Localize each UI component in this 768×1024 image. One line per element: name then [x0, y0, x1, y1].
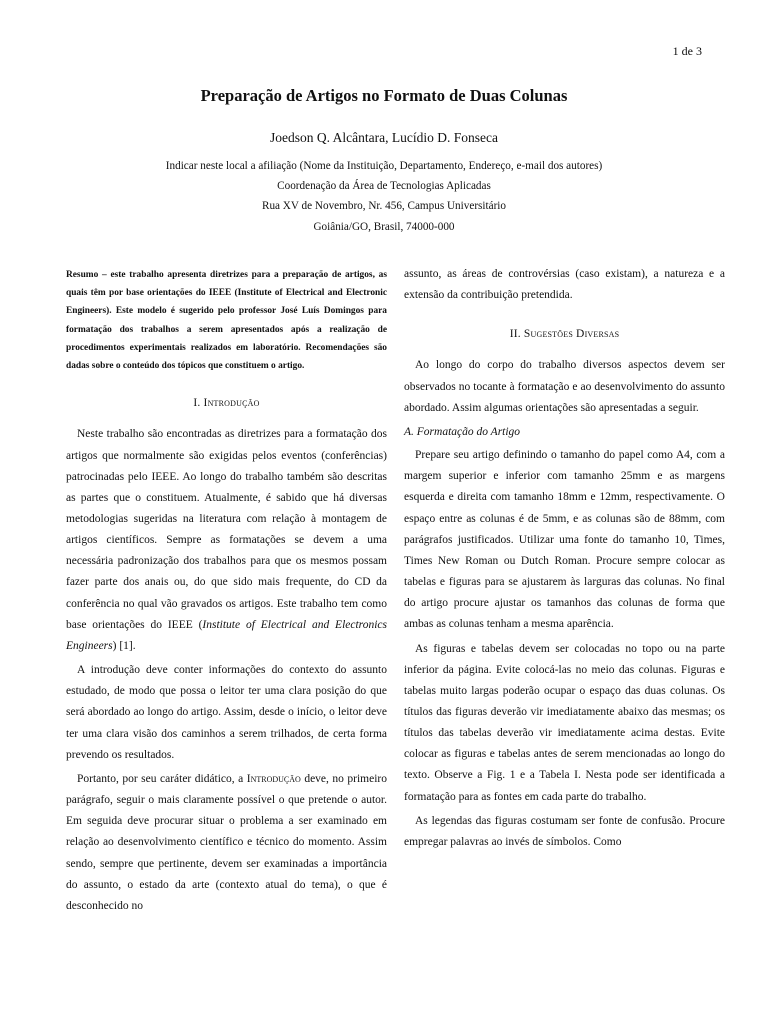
paragraph: Ao longo do corpo do trabalho diversos aspectos devem ser observados no tocante à formatação e ao desenvolvimento do assunto abordado. Assim algumas orientações são apresentadas a seguir. [404, 359, 725, 414]
paragraph [66, 769, 387, 917]
section-heading-introduction: I. Introdução [193, 397, 260, 410]
subsection-heading: A. Formatação do Artigo [404, 425, 521, 438]
abstract: Resumo – este trabalho apresenta diretrizes para a preparação de artigos, as quais têm por base orientações do IEEE (Institute of Electrical and Electronic Engineers). Este modelo é sugerido pelo professor José Luís Domingos para formatação dos trabalhos a serem apresentados após a realização de procedimentos experimentais realizados em laboratório. Recomendações são dadas sobre o conteúdo dos tópicos que constituem o artigo. [66, 270, 387, 372]
affiliation-line: Coordenação da Área de Tecnologias Aplicadas [277, 180, 491, 193]
authors: Joedson Q. Alcântara, Lucídio D. Fonseca [270, 130, 498, 145]
paragraph-text: deve, no primeiro parágrafo, seguir o mais claramente possível o que pretende o autor. Em seguida deve procurar situar o problema a ser examinado em relação ao desenvolvimento científico e técnico do momento. Assim sendo, sempre que pertinente, devem ser examinadas a importância do assunto, o estado da arte (contexto atual do tema), o que é desconhecido no [66, 772, 387, 912]
page-number: 1 de 3 [672, 44, 702, 58]
paragraph-text: ) [1]. [112, 639, 136, 652]
italic-text: Institute of Electrical and Electronics Engineers [66, 618, 387, 652]
affiliation-line: Indicar neste local a afiliação (Nome da Instituição, Departamento, Endereço, e-mail dos autores) [165, 160, 603, 172]
affiliation-line: Rua XV de Novembro, Nr. 456, Campus Universitário [261, 200, 507, 213]
paragraph: As figuras e tabelas devem ser colocadas no topo ou na parte inferior da página. Evite colocá-las no meio das colunas. Figuras e tabelas muito largas poderão ocupar o espaço das duas colunas. Os títulos das figuras deverão vir imediatamente abaixo das mesmas; os títulos das tabelas deverão vir imediatamente acima destas. Evite colocar as figuras e tabelas antes de serem mencionadas ao longo do texto. Observe a Fig. 1 e a Tabela I. Nesta pode ser identificada a formatação para as fontes em cada parte do trabalho. [404, 642, 725, 803]
paragraph: A introdução deve conter informações do contexto do assunto estudado, de modo que possa o leitor ter uma clara posição do que será abordado ao longo do artigo. Assim, desde o início, o leitor deve ter uma clara visão dos caminhos a serem trilhados, de certa forma prevendo os resultados. [66, 664, 387, 761]
paragraph-text: Neste trabalho são encontradas as diretrizes para a formatação dos artigos que normalmente são exigidas pelos eventos (conferências) patrocinadas pelo IEEE. Ao longo do trabalho também são descritas as partes que o constituem. Atualmente, é sabido que há diversas metodologias sugeridas na literatura com relação à montagem de artigos científicos. Sempre as formatações se devem a uma necessária padronização dos trabalhos para que os mesmos possam fazer parte dos anais ou, do que sido mais frequente, do CD da conferência no qual vão gravados os artigos. Este trabalho tem como base orientações do IEEE ( [66, 428, 387, 631]
affiliation-block [0, 156, 768, 237]
paragraph [66, 424, 387, 657]
paragraph: Prepare seu artigo definindo o tamanho do papel como A4, com a margem superior e inferior com tamanho 25mm e as margens esquerda e direita com tamanho 18mm e 12mm, respectivamente. O espaço entre as colunas é de 5mm, e as colunas são de 88mm, com parágrafos justificados. Utilizar uma fonte do tamanho 10, Times, Times New Roman ou Dutch Roman. Procure sempre colocar as tabelas e figuras para se ajustarem às larguras das colunas. No final do artigo procure ajustar os tamanhos das colunas de forma que ambas as colunas tenham a mesma aparência. [404, 449, 725, 631]
section-heading-sugestoes: II. Sugestões Diversas [509, 328, 620, 341]
left-column [66, 264, 387, 920]
affiliation-line: Goiânia/GO, Brasil, 74000-000 [313, 220, 455, 233]
small-caps-text: Introdução [246, 772, 301, 785]
right-column [404, 264, 725, 856]
paragraph-continuation: assunto, as áreas de controvérsias (caso existam), a natureza e a extensão da contribuição pretendida. [404, 268, 725, 302]
paper-title: Preparação de Artigos no Formato de Duas Colunas [200, 86, 568, 105]
paragraph: As legendas das figuras costumam ser fonte de confusão. Procure empregar palavras ao invés de símbolos. Como [404, 814, 725, 848]
paragraph-text: Portanto, por seu caráter didático, a [77, 772, 247, 785]
